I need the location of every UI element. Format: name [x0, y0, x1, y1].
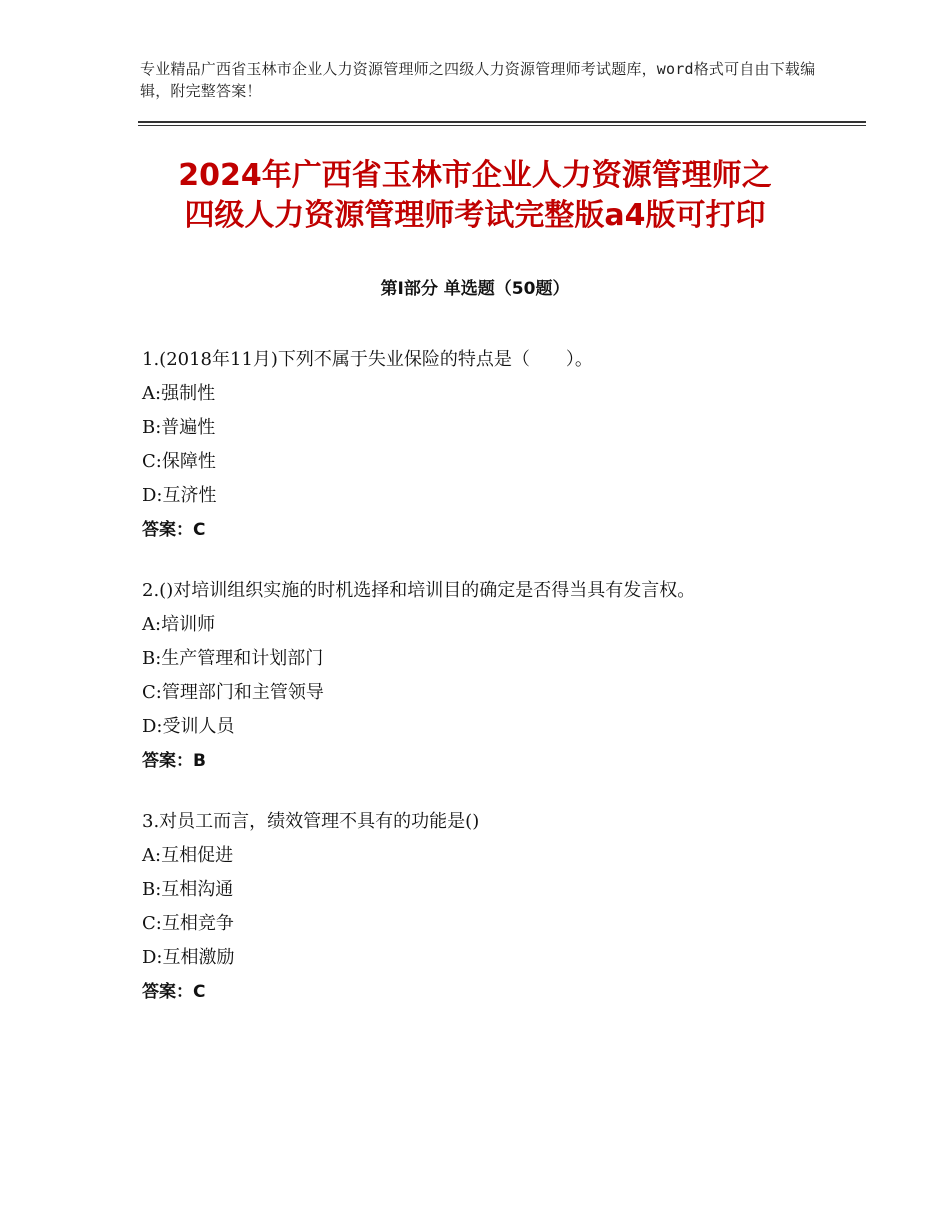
question-stem: 3.对员工而言，绩效管理不具有的功能是()	[142, 811, 480, 832]
option-b: B:互相沟通	[142, 879, 234, 900]
document-title	[0, 156, 950, 236]
option-c: C:保障性	[142, 451, 216, 472]
option-d: D:受训人员	[142, 716, 235, 737]
header-rule-thin	[138, 125, 866, 126]
header-rule-thick	[138, 121, 866, 123]
option-c: C:管理部门和主管领导	[142, 682, 324, 703]
option-d: D:互相激励	[142, 947, 235, 968]
question-stem: 1.(2018年11月)下列不属于失业保险的特点是（ ）。	[142, 349, 593, 370]
question-1	[142, 343, 802, 547]
section-heading: 第Ⅰ部分 单选题（50题）	[380, 279, 570, 299]
header-note: 专业精品广西省玉林市企业人力资源管理师之四级人力资源管理师考试题库，word格式可自由下载编辑，附完整答案！	[140, 60, 816, 100]
question-3	[142, 805, 802, 1009]
option-c: C:互相竞争	[142, 913, 234, 934]
option-a: A:互相促进	[142, 845, 234, 866]
option-b: B:生产管理和计划部门	[142, 648, 324, 669]
question-list	[142, 343, 802, 1036]
option-d: D:互济性	[142, 485, 217, 506]
document-title-line-2: 四级人力资源管理师考试完整版a4版可打印	[184, 198, 766, 233]
document-title-line-1: 2024年广西省玉林市企业人力资源管理师之	[178, 158, 772, 193]
question-2	[142, 574, 802, 778]
answer: 答案：C	[142, 520, 206, 540]
option-a: A:培训师	[142, 614, 216, 635]
answer: 答案：B	[142, 751, 206, 771]
option-a: A:强制性	[142, 383, 216, 404]
question-stem: 2.()对培训组织实施的时机选择和培训目的确定是否得当具有发言权。	[142, 580, 696, 601]
option-b: B:普遍性	[142, 417, 216, 438]
answer: 答案：C	[142, 982, 206, 1002]
